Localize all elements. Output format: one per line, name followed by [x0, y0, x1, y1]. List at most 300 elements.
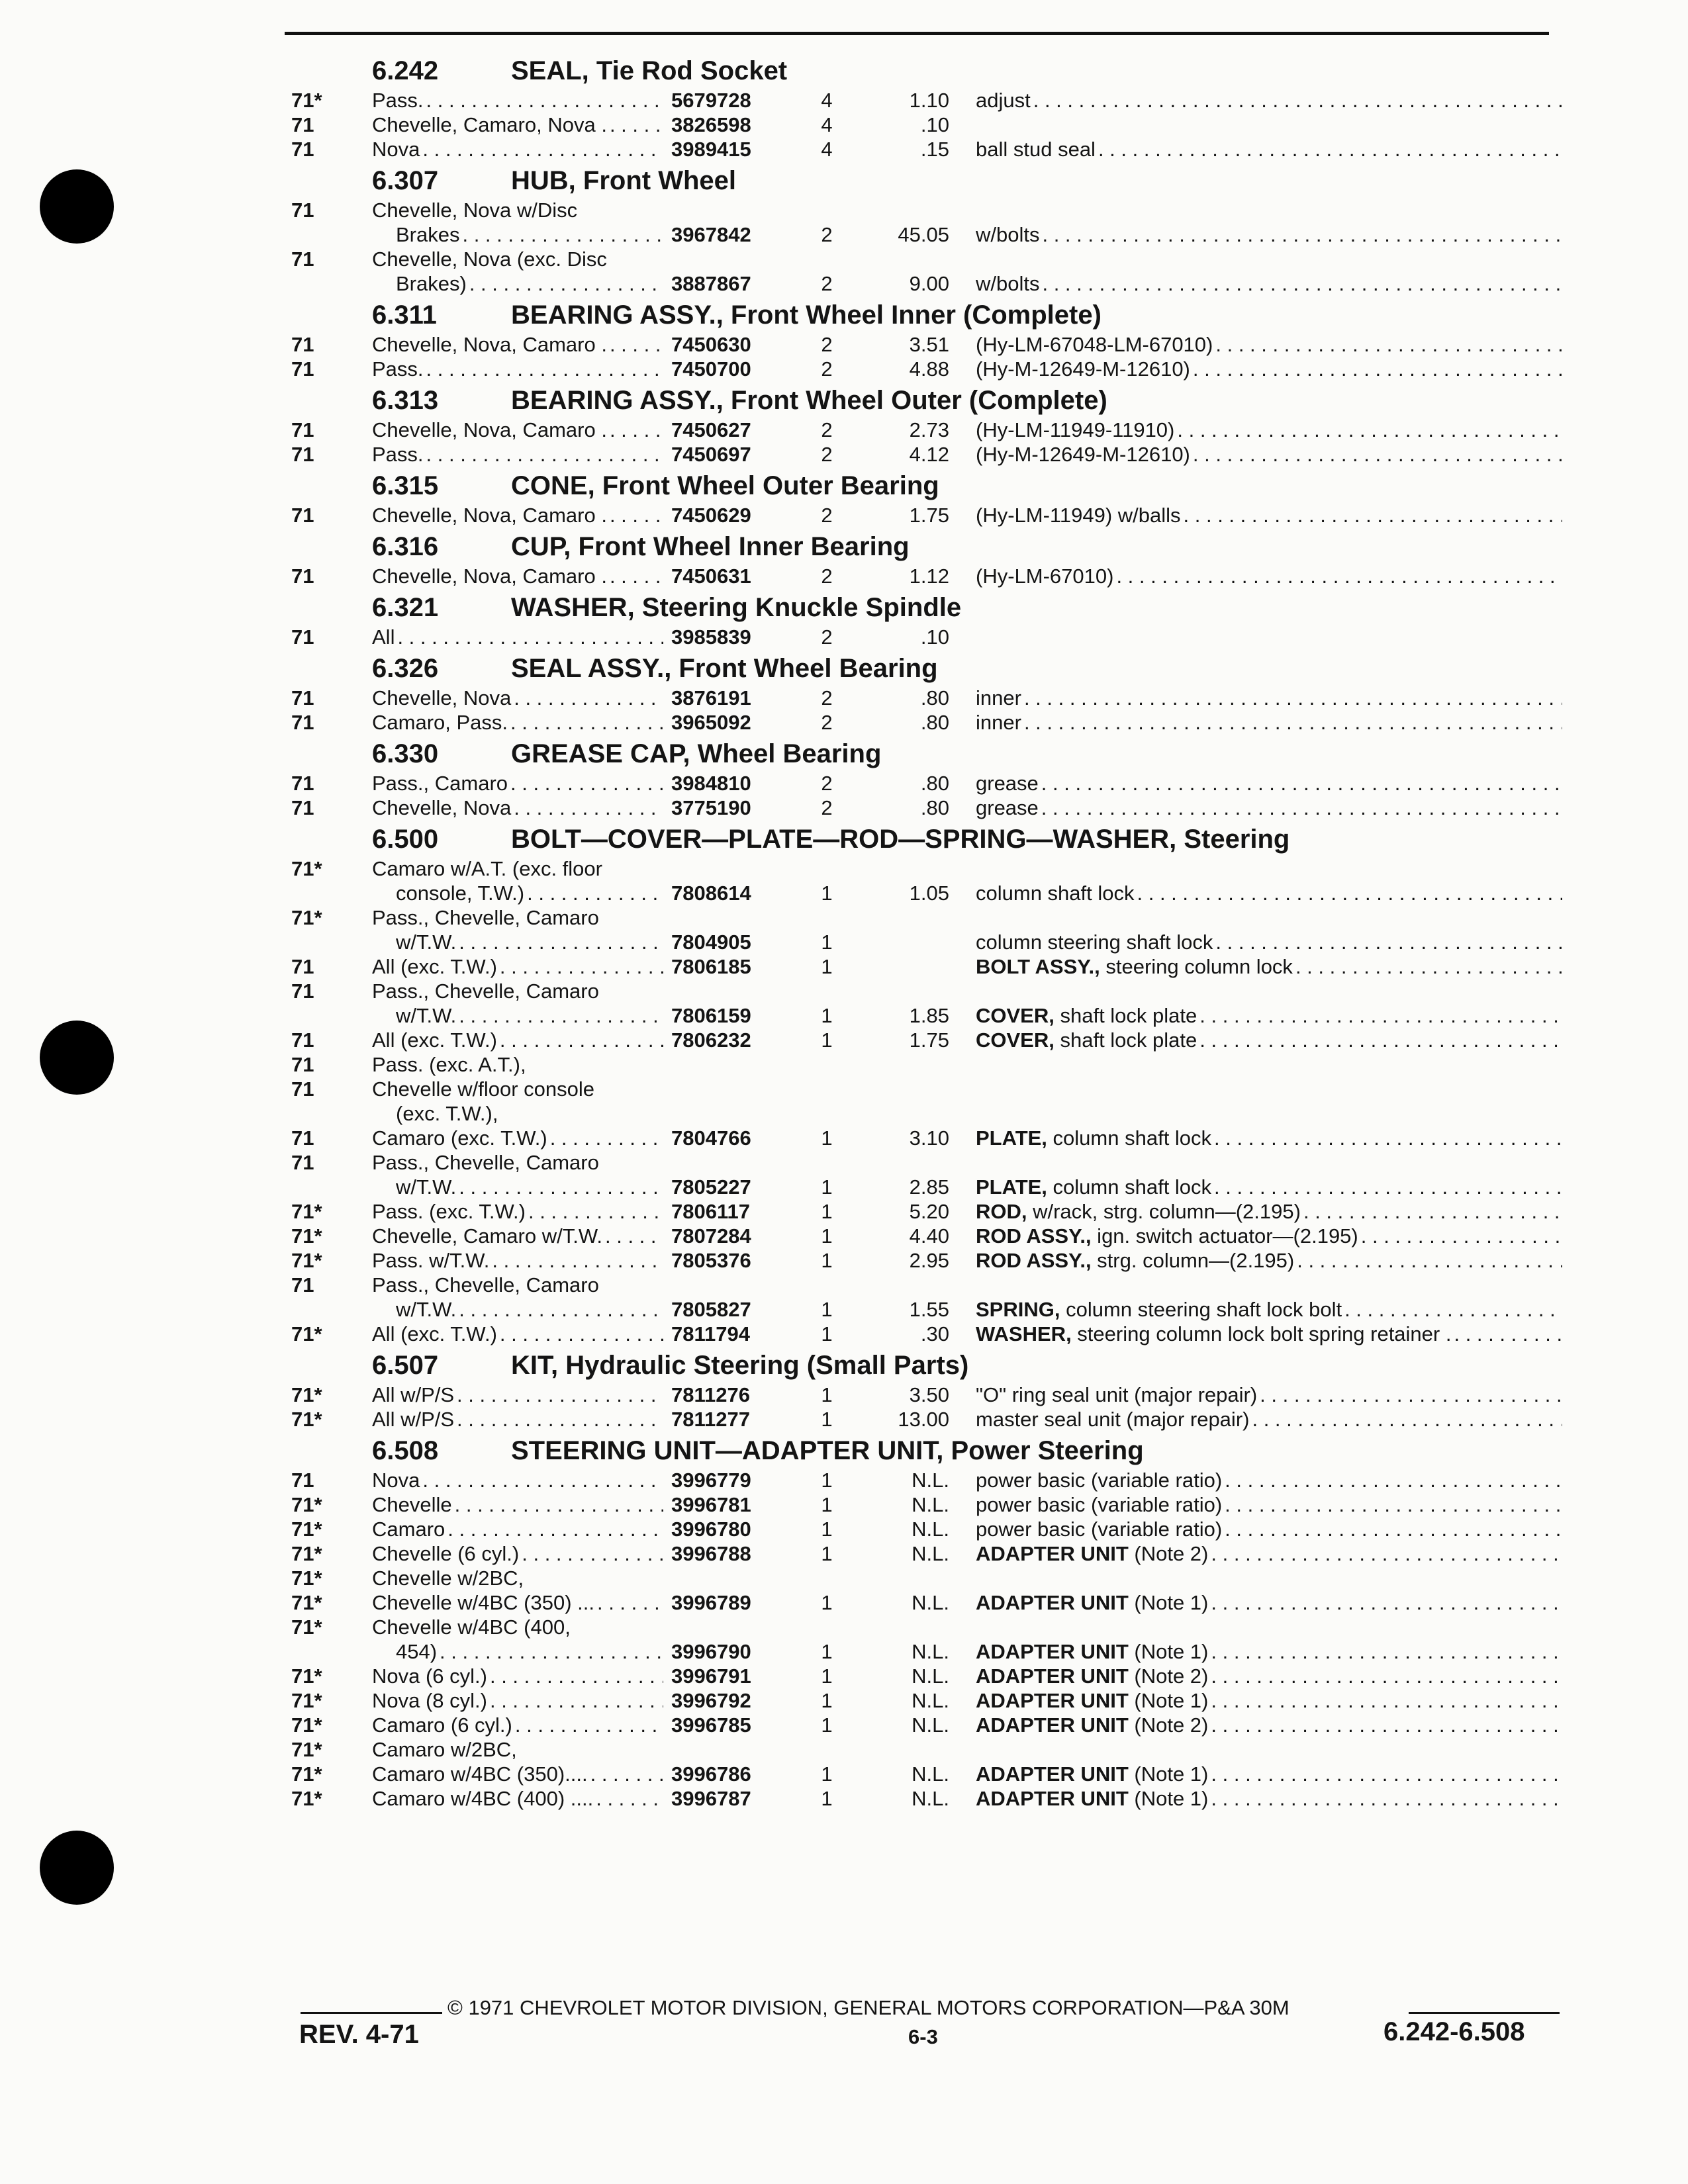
quantity: 4 — [821, 89, 833, 112]
quantity: 2 — [821, 223, 833, 246]
application-cell — [372, 1052, 663, 1077]
remarks-description: shaft lock plate — [1054, 1028, 1197, 1052]
part-number: 3984810 — [671, 772, 751, 795]
remarks-keyword: ROD ASSY., — [976, 1224, 1092, 1248]
year-code: 71* — [291, 1408, 322, 1431]
quantity: 2 — [821, 357, 833, 381]
application-cell — [372, 198, 663, 222]
application-text: Camaro (exc. T.W.) — [372, 1126, 547, 1150]
year-code: 71 — [291, 565, 314, 588]
application-text: All — [372, 625, 395, 649]
application-cell — [372, 1541, 663, 1566]
application-text: Nova (6 cyl.) — [372, 1664, 487, 1688]
section-range: 6.242-6.508 — [1383, 2017, 1525, 2046]
year-code: 71* — [291, 906, 322, 929]
remarks-description: (Note 2) — [1128, 1664, 1209, 1688]
year-code: 71 — [291, 711, 314, 734]
footer-rule-left — [301, 2012, 442, 2014]
year-code: 71* — [291, 1787, 322, 1810]
remarks-description: adjust — [976, 89, 1031, 112]
remarks-text — [976, 1175, 1211, 1199]
remarks-text — [976, 710, 1021, 735]
remarks-text — [976, 1762, 1208, 1786]
remarks-keyword: ADAPTER UNIT — [976, 1664, 1129, 1688]
application-cell — [372, 1639, 663, 1664]
parts-row — [291, 1615, 1562, 1639]
remarks-cell — [976, 222, 1562, 247]
section-number: 6.315 — [372, 471, 439, 500]
parts-row — [291, 222, 1562, 247]
parts-row — [291, 1762, 1562, 1786]
remarks-keyword: PLATE, — [976, 1175, 1047, 1199]
remarks-keyword: COVER, — [976, 1004, 1055, 1027]
remarks-description: (Note 2) — [1128, 1713, 1209, 1737]
year-code: 71* — [291, 1322, 322, 1345]
year-code: 71* — [291, 1664, 322, 1688]
price: 3.10 — [909, 1126, 949, 1150]
remarks-description: (Note 1) — [1128, 1591, 1209, 1614]
remarks-text — [976, 88, 1031, 113]
remarks-cell — [976, 88, 1562, 113]
price: 2.85 — [909, 1175, 949, 1199]
remarks-text — [976, 1688, 1208, 1713]
remarks-description: grease — [976, 772, 1039, 795]
part-number: 7807284 — [671, 1224, 751, 1248]
remarks-cell — [976, 1590, 1562, 1615]
price: 1.85 — [909, 1004, 949, 1027]
remarks-text — [976, 1541, 1208, 1566]
quantity: 1 — [821, 1469, 833, 1492]
catalog-section — [291, 161, 1562, 296]
part-number: 7804766 — [671, 1126, 751, 1150]
remarks-description: inner — [976, 686, 1021, 709]
application-text: Chevelle w/floor console — [372, 1077, 595, 1101]
year-code: 71 — [291, 1273, 314, 1297]
application-cell — [372, 357, 663, 381]
section-number: 6.242 — [372, 56, 439, 85]
year-code: 71 — [291, 357, 314, 381]
remarks-description: column steering shaft lock bolt — [1060, 1298, 1342, 1321]
remarks-cell — [976, 930, 1562, 954]
remarks-text — [976, 1517, 1222, 1541]
price: 1.12 — [909, 565, 949, 588]
parts-row — [291, 686, 1562, 710]
part-number: 3985839 — [671, 625, 751, 649]
remarks-keyword: ADAPTER UNIT — [976, 1640, 1129, 1663]
quantity: 2 — [821, 565, 833, 588]
application-cell — [372, 1175, 663, 1199]
application-cell — [372, 1101, 663, 1126]
application-cell — [372, 1468, 663, 1492]
remarks-text — [976, 1003, 1197, 1028]
parts-row — [291, 1297, 1562, 1322]
section-number: 6.321 — [372, 593, 439, 622]
application-cell — [372, 1150, 663, 1175]
application-text: Pass. (exc. A.T.), — [372, 1053, 526, 1076]
application-text: Pass., Chevelle, Camaro — [372, 1273, 599, 1297]
application-cell — [372, 1407, 663, 1432]
remarks-description: (Note 1) — [1128, 1689, 1209, 1712]
year-code: 71* — [291, 1200, 322, 1223]
section-number: 6.316 — [372, 532, 439, 561]
part-number: 3989415 — [671, 138, 751, 161]
remarks-description: (Note 1) — [1128, 1640, 1209, 1663]
price: 45.05 — [898, 223, 949, 246]
remarks-cell — [976, 503, 1562, 527]
quantity: 1 — [821, 1004, 833, 1027]
price: N.L. — [912, 1664, 949, 1688]
section-heading — [291, 649, 1562, 686]
year-code: 71 — [291, 443, 314, 466]
remarks-description: ign. switch actuator—(2.195) — [1091, 1224, 1358, 1248]
price: 1.05 — [909, 882, 949, 905]
parts-row — [291, 137, 1562, 161]
year-code: 71* — [291, 1224, 322, 1248]
parts-row — [291, 625, 1562, 649]
price: N.L. — [912, 1591, 949, 1614]
price: N.L. — [912, 1518, 949, 1541]
quantity: 1 — [821, 1200, 833, 1223]
quantity: 1 — [821, 1664, 833, 1688]
parts-row — [291, 1492, 1562, 1517]
price: .30 — [920, 1322, 949, 1345]
parts-row — [291, 905, 1562, 930]
application-text: Camaro w/4BC (350).... — [372, 1762, 588, 1786]
remarks-description: (Hy-LM-67010) — [976, 565, 1114, 588]
parts-row — [291, 1101, 1562, 1126]
remarks-cell — [976, 1322, 1562, 1346]
price: .15 — [920, 138, 949, 161]
application-cell — [372, 1383, 663, 1407]
remarks-cell — [976, 1786, 1562, 1811]
part-number: 7811277 — [671, 1408, 750, 1431]
application-cell — [372, 1199, 663, 1224]
application-cell — [372, 88, 663, 113]
application-cell — [372, 710, 663, 735]
application-text: 454) — [396, 1640, 438, 1663]
remarks-keyword: SPRING, — [976, 1298, 1060, 1321]
application-cell — [372, 1615, 663, 1639]
section-heading — [291, 52, 1562, 88]
application-text: Camaro w/2BC, — [372, 1738, 517, 1761]
parts-row — [291, 442, 1562, 467]
price: N.L. — [912, 1469, 949, 1492]
application-text: w/T.W. — [396, 1175, 457, 1199]
parts-row — [291, 113, 1562, 137]
parts-row — [291, 564, 1562, 588]
year-code: 71* — [291, 1383, 322, 1406]
parts-catalog — [291, 52, 1562, 1811]
remarks-cell — [976, 1517, 1562, 1541]
remarks-cell — [976, 1762, 1562, 1786]
catalog-section — [291, 735, 1562, 820]
remarks-cell — [976, 357, 1562, 381]
remarks-cell — [976, 564, 1562, 588]
remarks-cell — [976, 1492, 1562, 1517]
parts-row — [291, 1199, 1562, 1224]
remarks-cell — [976, 332, 1562, 357]
year-code: 71* — [291, 1689, 322, 1712]
remarks-description: column shaft lock — [1047, 1126, 1212, 1150]
catalog-section — [291, 527, 1562, 588]
section-title: HUB, Front Wheel — [511, 166, 736, 195]
quantity: 1 — [821, 931, 833, 954]
application-cell — [372, 881, 663, 905]
application-text: Nova — [372, 138, 420, 161]
remarks-description: w/bolts — [976, 223, 1040, 246]
price: 4.12 — [909, 443, 949, 466]
application-text: Chevelle w/2BC, — [372, 1567, 524, 1590]
application-text: Chevelle, Nova — [372, 796, 512, 819]
parts-row — [291, 1150, 1562, 1175]
remarks-text — [976, 930, 1213, 954]
application-cell — [372, 796, 663, 820]
remarks-cell — [976, 881, 1562, 905]
year-code: 71 — [291, 248, 314, 271]
year-code: 71 — [291, 199, 314, 222]
parts-row — [291, 881, 1562, 905]
remarks-text — [976, 796, 1039, 820]
part-number: 3996791 — [671, 1664, 751, 1688]
year-code: 71* — [291, 1713, 322, 1737]
section-title: CUP, Front Wheel Inner Bearing — [511, 532, 910, 561]
remarks-text — [976, 1468, 1222, 1492]
quantity: 1 — [821, 1518, 833, 1541]
section-number: 6.313 — [372, 386, 439, 415]
section-title: CONE, Front Wheel Outer Bearing — [511, 471, 939, 500]
remarks-text — [976, 1248, 1294, 1273]
application-text: Nova — [372, 1469, 420, 1492]
catalog-section — [291, 296, 1562, 381]
revision-label: REV. 4-71 — [299, 2020, 419, 2049]
application-cell — [372, 1224, 663, 1248]
parts-row — [291, 710, 1562, 735]
application-cell — [372, 1566, 663, 1590]
section-title: SEAL, Tie Rod Socket — [511, 56, 788, 85]
remarks-text — [976, 1028, 1197, 1052]
remarks-cell — [976, 1688, 1562, 1713]
price: .80 — [920, 772, 949, 795]
part-number: 3996779 — [671, 1469, 751, 1492]
quantity: 2 — [821, 625, 833, 649]
remarks-keyword: COVER, — [976, 1028, 1055, 1052]
quantity: 2 — [821, 686, 833, 709]
catalog-section — [291, 820, 1562, 1346]
application-text: All (exc. T.W.) — [372, 1028, 497, 1052]
parts-row — [291, 88, 1562, 113]
year-code: 71 — [291, 979, 314, 1003]
part-number: 3965092 — [671, 711, 751, 734]
application-text: Camaro w/4BC (400) .... — [372, 1787, 594, 1810]
quantity: 2 — [821, 333, 833, 356]
price: 4.40 — [909, 1224, 949, 1248]
parts-row — [291, 1077, 1562, 1101]
application-cell — [372, 1517, 663, 1541]
year-code: 71* — [291, 89, 322, 112]
parts-row — [291, 1688, 1562, 1713]
application-cell — [372, 905, 663, 930]
section-title: SEAL ASSY., Front Wheel Bearing — [511, 654, 938, 683]
section-heading — [291, 1346, 1562, 1383]
price: N.L. — [912, 1493, 949, 1516]
remarks-description: inner — [976, 711, 1021, 734]
quantity: 1 — [821, 1542, 833, 1565]
quantity: 2 — [821, 418, 833, 441]
section-number: 6.500 — [372, 825, 439, 854]
part-number: 7450700 — [671, 357, 751, 381]
price: 4.88 — [909, 357, 949, 381]
section-heading — [291, 735, 1562, 771]
section-number: 6.330 — [372, 739, 439, 768]
binder-hole-top — [40, 169, 114, 244]
parts-row — [291, 1737, 1562, 1762]
parts-row — [291, 1175, 1562, 1199]
price: 2.73 — [909, 418, 949, 441]
remarks-description: steering column lock — [1100, 955, 1293, 978]
application-cell — [372, 979, 663, 1003]
application-text: Chevelle, Nova, Camaro . — [372, 418, 607, 441]
remarks-description: (Note 2) — [1128, 1542, 1209, 1565]
application-text: Chevelle (6 cyl.) — [372, 1542, 520, 1565]
parts-row — [291, 503, 1562, 527]
application-text: Pass. — [372, 357, 424, 381]
application-text: Pass., Chevelle, Camaro — [372, 1151, 599, 1174]
price: 3.50 — [909, 1383, 949, 1406]
price: .80 — [920, 796, 949, 819]
year-code: 71* — [291, 1542, 322, 1565]
parts-row — [291, 1639, 1562, 1664]
year-code: 71 — [291, 796, 314, 819]
application-cell — [372, 247, 663, 271]
application-text: console, T.W.) — [396, 882, 525, 905]
remarks-cell — [976, 796, 1562, 820]
remarks-cell — [976, 137, 1562, 161]
parts-row — [291, 1052, 1562, 1077]
price: .80 — [920, 686, 949, 709]
year-code: 71* — [291, 1591, 322, 1614]
remarks-text — [976, 1383, 1257, 1407]
remarks-cell — [976, 1383, 1562, 1407]
part-number: 7450630 — [671, 333, 751, 356]
application-text: Chevelle, Nova (exc. Disc — [372, 248, 607, 271]
quantity: 2 — [821, 796, 833, 819]
section-heading — [291, 467, 1562, 503]
remarks-description: grease — [976, 796, 1039, 819]
part-number: 3996786 — [671, 1762, 751, 1786]
part-number: 7450627 — [671, 418, 751, 441]
remarks-cell — [976, 1713, 1562, 1737]
application-cell — [372, 1762, 663, 1786]
year-code: 71 — [291, 772, 314, 795]
application-cell — [372, 113, 663, 137]
quantity: 1 — [821, 1689, 833, 1712]
remarks-cell — [976, 1639, 1562, 1664]
year-code: 71 — [291, 504, 314, 527]
parts-row — [291, 1590, 1562, 1615]
remarks-cell — [976, 1028, 1562, 1052]
section-title: BEARING ASSY., Front Wheel Inner (Complete) — [511, 300, 1102, 330]
top-rule — [285, 32, 1549, 35]
part-number: 3996781 — [671, 1493, 751, 1516]
application-text: Chevelle, Nova, Camaro . — [372, 333, 607, 356]
remarks-description: (Hy-LM-67048-LM-67010) — [976, 333, 1213, 356]
remarks-description: column steering shaft lock — [976, 931, 1213, 954]
quantity: 4 — [821, 113, 833, 136]
part-number: 7806117 — [671, 1200, 750, 1223]
price: .10 — [920, 113, 949, 136]
remarks-text — [976, 771, 1039, 796]
remarks-cell — [976, 771, 1562, 796]
remarks-cell — [976, 271, 1562, 296]
price: 9.00 — [909, 272, 949, 295]
price: 5.20 — [909, 1200, 949, 1223]
remarks-text — [976, 357, 1190, 381]
year-code: 71 — [291, 1469, 314, 1492]
parts-row — [291, 271, 1562, 296]
remarks-description: master seal unit (major repair) — [976, 1408, 1250, 1431]
section-title: GREASE CAP, Wheel Bearing — [511, 739, 882, 768]
price: N.L. — [912, 1689, 949, 1712]
part-number: 7811794 — [671, 1322, 750, 1345]
application-cell — [372, 442, 663, 467]
remarks-keyword: BOLT ASSY., — [976, 955, 1100, 978]
year-code: 71 — [291, 955, 314, 978]
application-cell — [372, 1322, 663, 1346]
remarks-description: w/rack, strg. column—(2.195) — [1027, 1200, 1301, 1223]
section-number: 6.311 — [372, 300, 437, 330]
parts-row — [291, 1786, 1562, 1811]
remarks-text — [976, 1126, 1211, 1150]
application-cell — [372, 1688, 663, 1713]
remarks-text — [976, 686, 1021, 710]
part-number: 3996790 — [671, 1640, 751, 1663]
application-text: Pass., Camaro — [372, 772, 508, 795]
parts-row — [291, 1028, 1562, 1052]
application-cell — [372, 1664, 663, 1688]
application-text: Pass. — [372, 89, 424, 112]
application-cell — [372, 1273, 663, 1297]
remarks-cell — [976, 1248, 1562, 1273]
application-cell — [372, 625, 663, 649]
application-cell — [372, 137, 663, 161]
price: 13.00 — [898, 1408, 949, 1431]
quantity: 1 — [821, 1591, 833, 1614]
year-code: 71* — [291, 1493, 322, 1516]
quantity: 2 — [821, 772, 833, 795]
remarks-keyword: ADAPTER UNIT — [976, 1542, 1129, 1565]
remarks-cell — [976, 1297, 1562, 1322]
parts-row — [291, 1468, 1562, 1492]
remarks-text — [976, 1492, 1222, 1517]
parts-row — [291, 954, 1562, 979]
application-cell — [372, 564, 663, 588]
remarks-keyword: ADAPTER UNIT — [976, 1591, 1129, 1614]
remarks-text — [976, 332, 1213, 357]
year-code: 71 — [291, 1077, 314, 1101]
part-number: 7450697 — [671, 443, 751, 466]
parts-row — [291, 1322, 1562, 1346]
price: 1.75 — [909, 1028, 949, 1052]
parts-row — [291, 1383, 1562, 1407]
remarks-description: (Note 1) — [1128, 1787, 1209, 1810]
parts-row — [291, 357, 1562, 381]
application-cell — [372, 332, 663, 357]
quantity: 1 — [821, 1175, 833, 1199]
part-number: 7806232 — [671, 1028, 751, 1052]
remarks-text — [976, 1664, 1208, 1688]
parts-row — [291, 979, 1562, 1003]
remarks-description: w/bolts — [976, 272, 1040, 295]
